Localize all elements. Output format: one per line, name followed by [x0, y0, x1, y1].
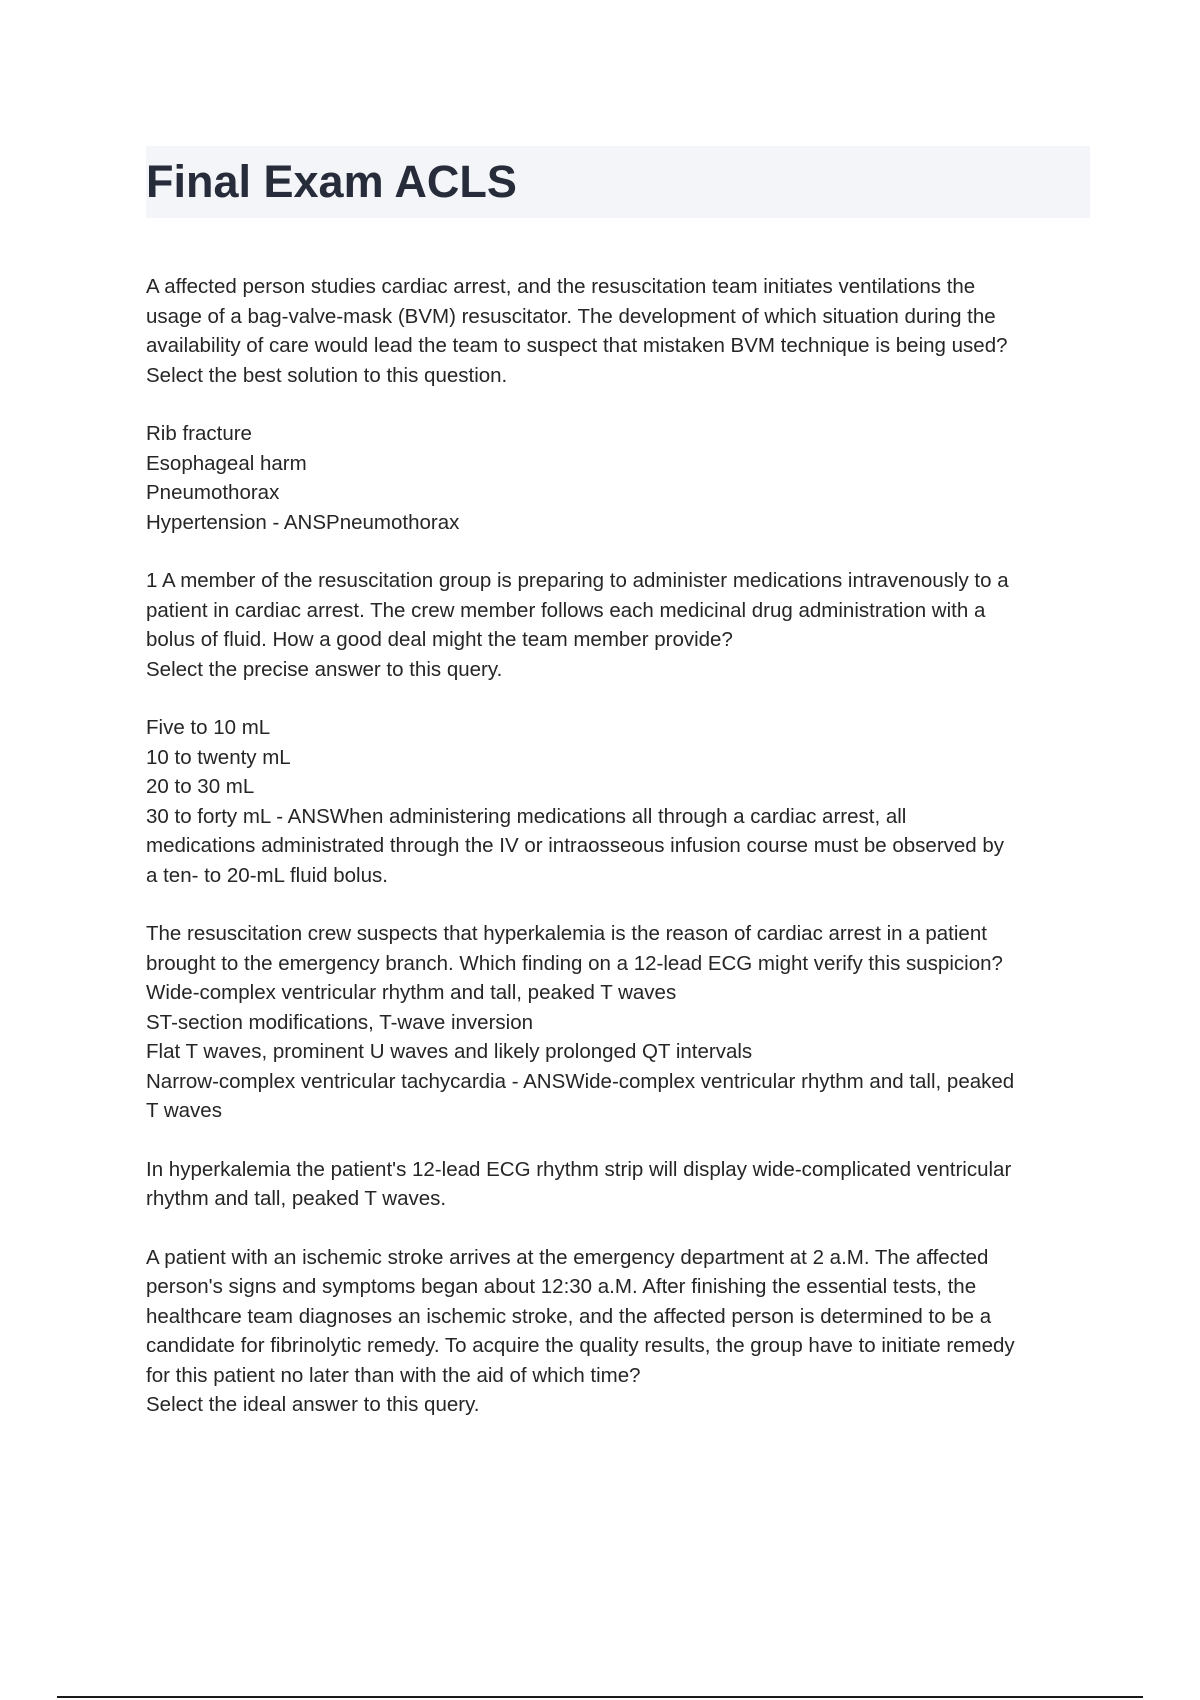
option-line: Narrow-complex ventricular tachycardia - ANSWide-complex ventricular rhythm and tall, peaked [146, 1069, 1015, 1093]
footer-divider [57, 1696, 1143, 1698]
option-line: ST-section modifications, T-wave inversion [146, 1010, 534, 1034]
text-line: healthcare team diagnoses an ischemic stroke, and the affected person is determined to be a [146, 1304, 992, 1328]
page-title: Final Exam ACLS [146, 156, 517, 207]
question-1-stem [146, 272, 1090, 390]
text-line: T waves [146, 1099, 222, 1122]
question-2-stem [146, 566, 1090, 684]
text-line: brought to the emergency branch. Which finding on a 12-lead ECG might verify this suspicion? [146, 951, 1003, 975]
text-line: Select the ideal answer to this query. [146, 1393, 480, 1416]
text-line: medications administrated through the IV or intraosseous infusion course must be observed by [146, 834, 1005, 857]
option-line: Wide-complex ventricular rhythm and tall, peaked T waves [146, 981, 677, 1004]
text-line: Select the precise answer to this query. [146, 657, 503, 681]
option-line: Esophageal harm [146, 451, 307, 475]
text-line: A patient with an ischemic stroke arrives at the emergency department at 2 a.M. The affected [146, 1245, 989, 1269]
option-line: Flat T waves, prominent U waves and likely prolonged QT intervals [146, 1040, 753, 1063]
text-line: 1 A member of the resuscitation group is preparing to administer medications intravenously to a [146, 569, 1009, 592]
option-line: Hypertension - ANSPneumothorax [146, 510, 460, 534]
question-3 [146, 919, 1090, 1126]
text-line: usage of a bag-valve-mask (BVM) resuscitator. The development of which situation during the [146, 304, 996, 328]
text-line: for this patient no later than with the aid of which time? [146, 1363, 641, 1387]
option-line: Rib fracture [146, 422, 252, 445]
text-line: In hyperkalemia the patient's 12-lead ECG rhythm strip will display wide-complicated ventricular [146, 1157, 1012, 1181]
text-line: a ten- to 20-mL fluid bolus. [146, 863, 388, 887]
text-line: candidate for fibrinolytic remedy. To acquire the quality results, the group have to initiate remedy [146, 1334, 1015, 1357]
option-line: 10 to twenty mL [146, 745, 291, 769]
text-line: availability of care would lead the team to suspect that mistaken BVM technique is being used? [146, 334, 1008, 357]
question-3-explanation [146, 1155, 1090, 1214]
option-line: 30 to forty mL - ANSWhen administering medications all through a cardiac arrest, all [146, 804, 907, 828]
text-line: bolus of fluid. How a good deal might the team member provide? [146, 628, 733, 651]
text-line: person's signs and symptoms began about 12:30 a.M. After finishing the essential tests, the [146, 1275, 977, 1298]
text-line: Select the best solution to this question. [146, 363, 508, 387]
text-line: rhythm and tall, peaked T waves. [146, 1187, 447, 1210]
document-body [146, 272, 1090, 1449]
question-4-stem [146, 1243, 1090, 1420]
option-line: Pneumothorax [146, 481, 280, 504]
question-2-options [146, 713, 1090, 890]
text-line: A affected person studies cardiac arrest, and the resuscitation team initiates ventilations the [146, 275, 976, 298]
text-line: patient in cardiac arrest. The crew member follows each medicinal drug administration with a [146, 598, 986, 622]
option-line: Five to 10 mL [146, 716, 271, 739]
question-1-options [146, 419, 1090, 537]
text-line: The resuscitation crew suspects that hyperkalemia is the reason of cardiac arrest in a patient [146, 922, 987, 945]
option-line: 20 to 30 mL [146, 775, 255, 798]
